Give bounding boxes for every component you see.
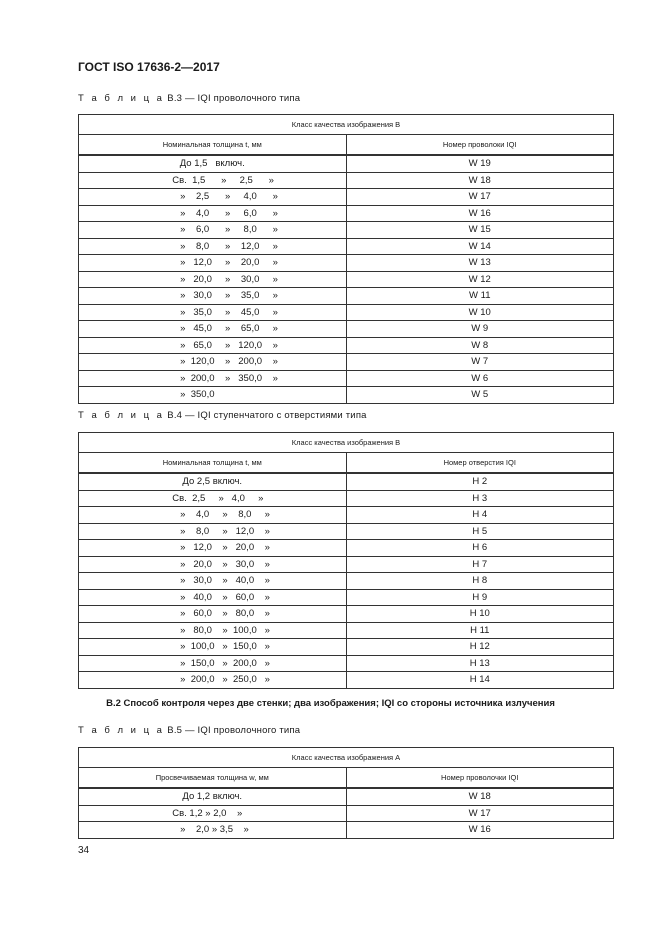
iqi-number-cell: W 7 [346,354,614,371]
page-number: 34 [78,845,90,856]
thickness-cell [79,822,347,839]
column-header-thickness: Номинальная толщина t, мм [79,135,347,156]
thickness-range: » 60,0 » 80,0 » [172,608,270,619]
thickness-cell [79,172,347,189]
table-caption-text: В.4 — IQI ступенчатого с отверстиями типа [167,410,367,421]
thickness-range: » 2,0 » 3,5 » [172,824,249,835]
thickness-range: » 12,0 » 20,0 » [172,257,278,268]
thickness-range: » 40,0 » 60,0 » [172,591,270,603]
thickness-range: » 8,0 » 12,0 » [172,240,278,252]
table-row [79,523,614,540]
thickness-cell [79,189,347,206]
table-row [79,490,614,507]
thickness-range: До 1,2 включ. [182,791,243,802]
thickness-cell [79,639,347,656]
table-row [79,589,614,606]
table-caption-prefix: Т а б л и ц а [78,410,165,421]
thickness-range: » 150,0 » 200,0 » [172,657,270,669]
iqi-number-cell: W 12 [346,271,614,288]
thickness-range: Св. 1,2 » 2,0 » [172,807,243,819]
table-row [79,788,614,805]
thickness-range: » 20,0 » 30,0 » [172,273,278,285]
thickness-range: » 100,0 » 150,0 » [172,641,270,652]
iqi-number-cell: W 6 [346,370,614,387]
thickness-cell [79,155,347,172]
column-header-iqi-number: Номер проволоки IQI [346,135,614,156]
thickness-cell [79,321,347,338]
thickness-range: » 4,0 » 6,0 » [172,207,278,219]
table-b4-caption [78,410,367,421]
iqi-number-cell: H 8 [346,573,614,590]
thickness-cell [79,507,347,524]
iqi-number-cell: W 18 [346,172,614,189]
iqi-number-cell: W 8 [346,337,614,354]
column-header-thickness: Номинальная толщина t, мм [79,453,347,474]
thickness-range: » 30,0 » 40,0 » [172,575,270,586]
table-row [79,622,614,639]
thickness-range: Св. 1,5 » 2,5 » [172,174,274,186]
table-b3-caption [78,93,300,104]
thickness-cell [79,540,347,557]
thickness-cell [79,337,347,354]
thickness-cell [79,556,347,573]
iqi-number-cell: W 17 [346,805,614,822]
iqi-number-cell: W 10 [346,304,614,321]
iqi-number-cell: W 5 [346,387,614,404]
thickness-cell [79,589,347,606]
table-row [79,354,614,371]
table-b5 [78,747,614,839]
thickness-cell [79,255,347,272]
thickness-cell [79,387,347,404]
thickness-range: » 6,0 » 8,0 » [172,224,278,235]
thickness-range: » 20,0 » 30,0 » [172,558,270,570]
table-row [79,639,614,656]
table-row [79,189,614,206]
table-row [79,304,614,321]
table-row [79,321,614,338]
thickness-range: » 350,0 [172,389,215,400]
table-row [79,205,614,222]
quality-class-header: Класс качества изображения B [79,433,614,453]
thickness-range: » 200,0 » 250,0 » [172,674,270,685]
thickness-range: » 120,0 » 200,0 » [172,356,278,367]
iqi-number-cell: H 2 [346,473,614,490]
thickness-range: До 2,5 включ. [182,476,243,487]
iqi-number-cell: H 13 [346,655,614,672]
table-b5-caption [78,725,300,736]
thickness-range: » 8,0 » 12,0 » [172,525,270,537]
table-row [79,556,614,573]
table-b4 [78,432,614,689]
thickness-cell [79,655,347,672]
iqi-number-cell: W 16 [346,205,614,222]
table-row [79,822,614,839]
table-row [79,655,614,672]
thickness-cell [79,473,347,490]
table-row [79,172,614,189]
table-row [79,606,614,623]
iqi-number-cell: W 17 [346,189,614,206]
table-caption-text: В.3 — IQI проволочного типа [167,93,301,104]
table-caption-text: В.5 — IQI проволочного типа [167,725,301,736]
table-row [79,271,614,288]
iqi-number-cell: W 14 [346,238,614,255]
iqi-number-cell: W 15 [346,222,614,239]
table-row [79,540,614,557]
thickness-cell [79,304,347,321]
thickness-cell [79,606,347,623]
table-caption-prefix: Т а б л и ц а [78,93,165,104]
table-row [79,507,614,524]
iqi-number-cell: W 19 [346,155,614,172]
table-caption-prefix: Т а б л и ц а [78,725,165,736]
thickness-cell [79,238,347,255]
thickness-cell [79,523,347,540]
thickness-range: » 35,0 » 45,0 » [172,306,278,318]
iqi-number-cell: W 9 [346,321,614,338]
quality-class-header: Класс качества изображения А [79,748,614,768]
iqi-number-cell: W 13 [346,255,614,272]
thickness-range: » 2,5 » 4,0 » [172,191,278,202]
thickness-cell [79,271,347,288]
quality-class-header: Класс качества изображения B [79,115,614,135]
column-header-hole-number: Номер отверстия IQI [346,453,614,474]
thickness-range: » 80,0 » 100,0 » [172,624,270,636]
table-row [79,255,614,272]
table-b3 [78,114,614,404]
iqi-number-cell: H 9 [346,589,614,606]
thickness-cell [79,354,347,371]
iqi-number-cell: H 10 [346,606,614,623]
table-row [79,288,614,305]
iqi-number-cell: W 16 [346,822,614,839]
table-row [79,473,614,490]
column-header-iqi-number: Номер проволочки IQI [346,768,614,789]
table-row [79,805,614,822]
iqi-number-cell: H 12 [346,639,614,656]
table-row [79,370,614,387]
thickness-cell [79,205,347,222]
thickness-cell [79,622,347,639]
thickness-range: » 45,0 » 65,0 » [172,323,278,334]
section-title: В.2 Способ контроля через две стенки; два изображения; IQI со стороны источника излучения [106,698,555,709]
document-header: ГОСТ ISO 17636-2—2017 [78,60,220,74]
thickness-cell [79,805,347,822]
iqi-number-cell: H 5 [346,523,614,540]
thickness-cell [79,222,347,239]
thickness-range: » 4,0 » 8,0 » [172,509,270,520]
thickness-range: » 30,0 » 35,0 » [172,290,278,301]
iqi-number-cell: H 6 [346,540,614,557]
thickness-range: » 200,0 » 350,0 » [172,372,278,384]
iqi-number-cell: H 14 [346,672,614,689]
iqi-number-cell: W 11 [346,288,614,305]
iqi-number-cell: H 4 [346,507,614,524]
table-row [79,672,614,689]
column-header-thickness: Просвечиваемая толщина w, мм [79,768,347,789]
table-row [79,387,614,404]
thickness-cell [79,370,347,387]
thickness-range: » 12,0 » 20,0 » [172,542,270,553]
thickness-range: » 65,0 » 120,0 » [172,339,278,351]
table-row [79,238,614,255]
iqi-number-cell: H 11 [346,622,614,639]
thickness-cell [79,288,347,305]
iqi-number-cell: H 7 [346,556,614,573]
thickness-range: До 1,5 включ. [179,158,245,169]
thickness-cell [79,490,347,507]
iqi-number-cell: H 3 [346,490,614,507]
thickness-cell [79,672,347,689]
table-row [79,573,614,590]
thickness-range: Св. 2,5 » 4,0 » [172,492,264,504]
thickness-cell [79,788,347,805]
iqi-number-cell: W 18 [346,788,614,805]
thickness-cell [79,573,347,590]
table-row [79,155,614,172]
table-row [79,337,614,354]
table-row [79,222,614,239]
